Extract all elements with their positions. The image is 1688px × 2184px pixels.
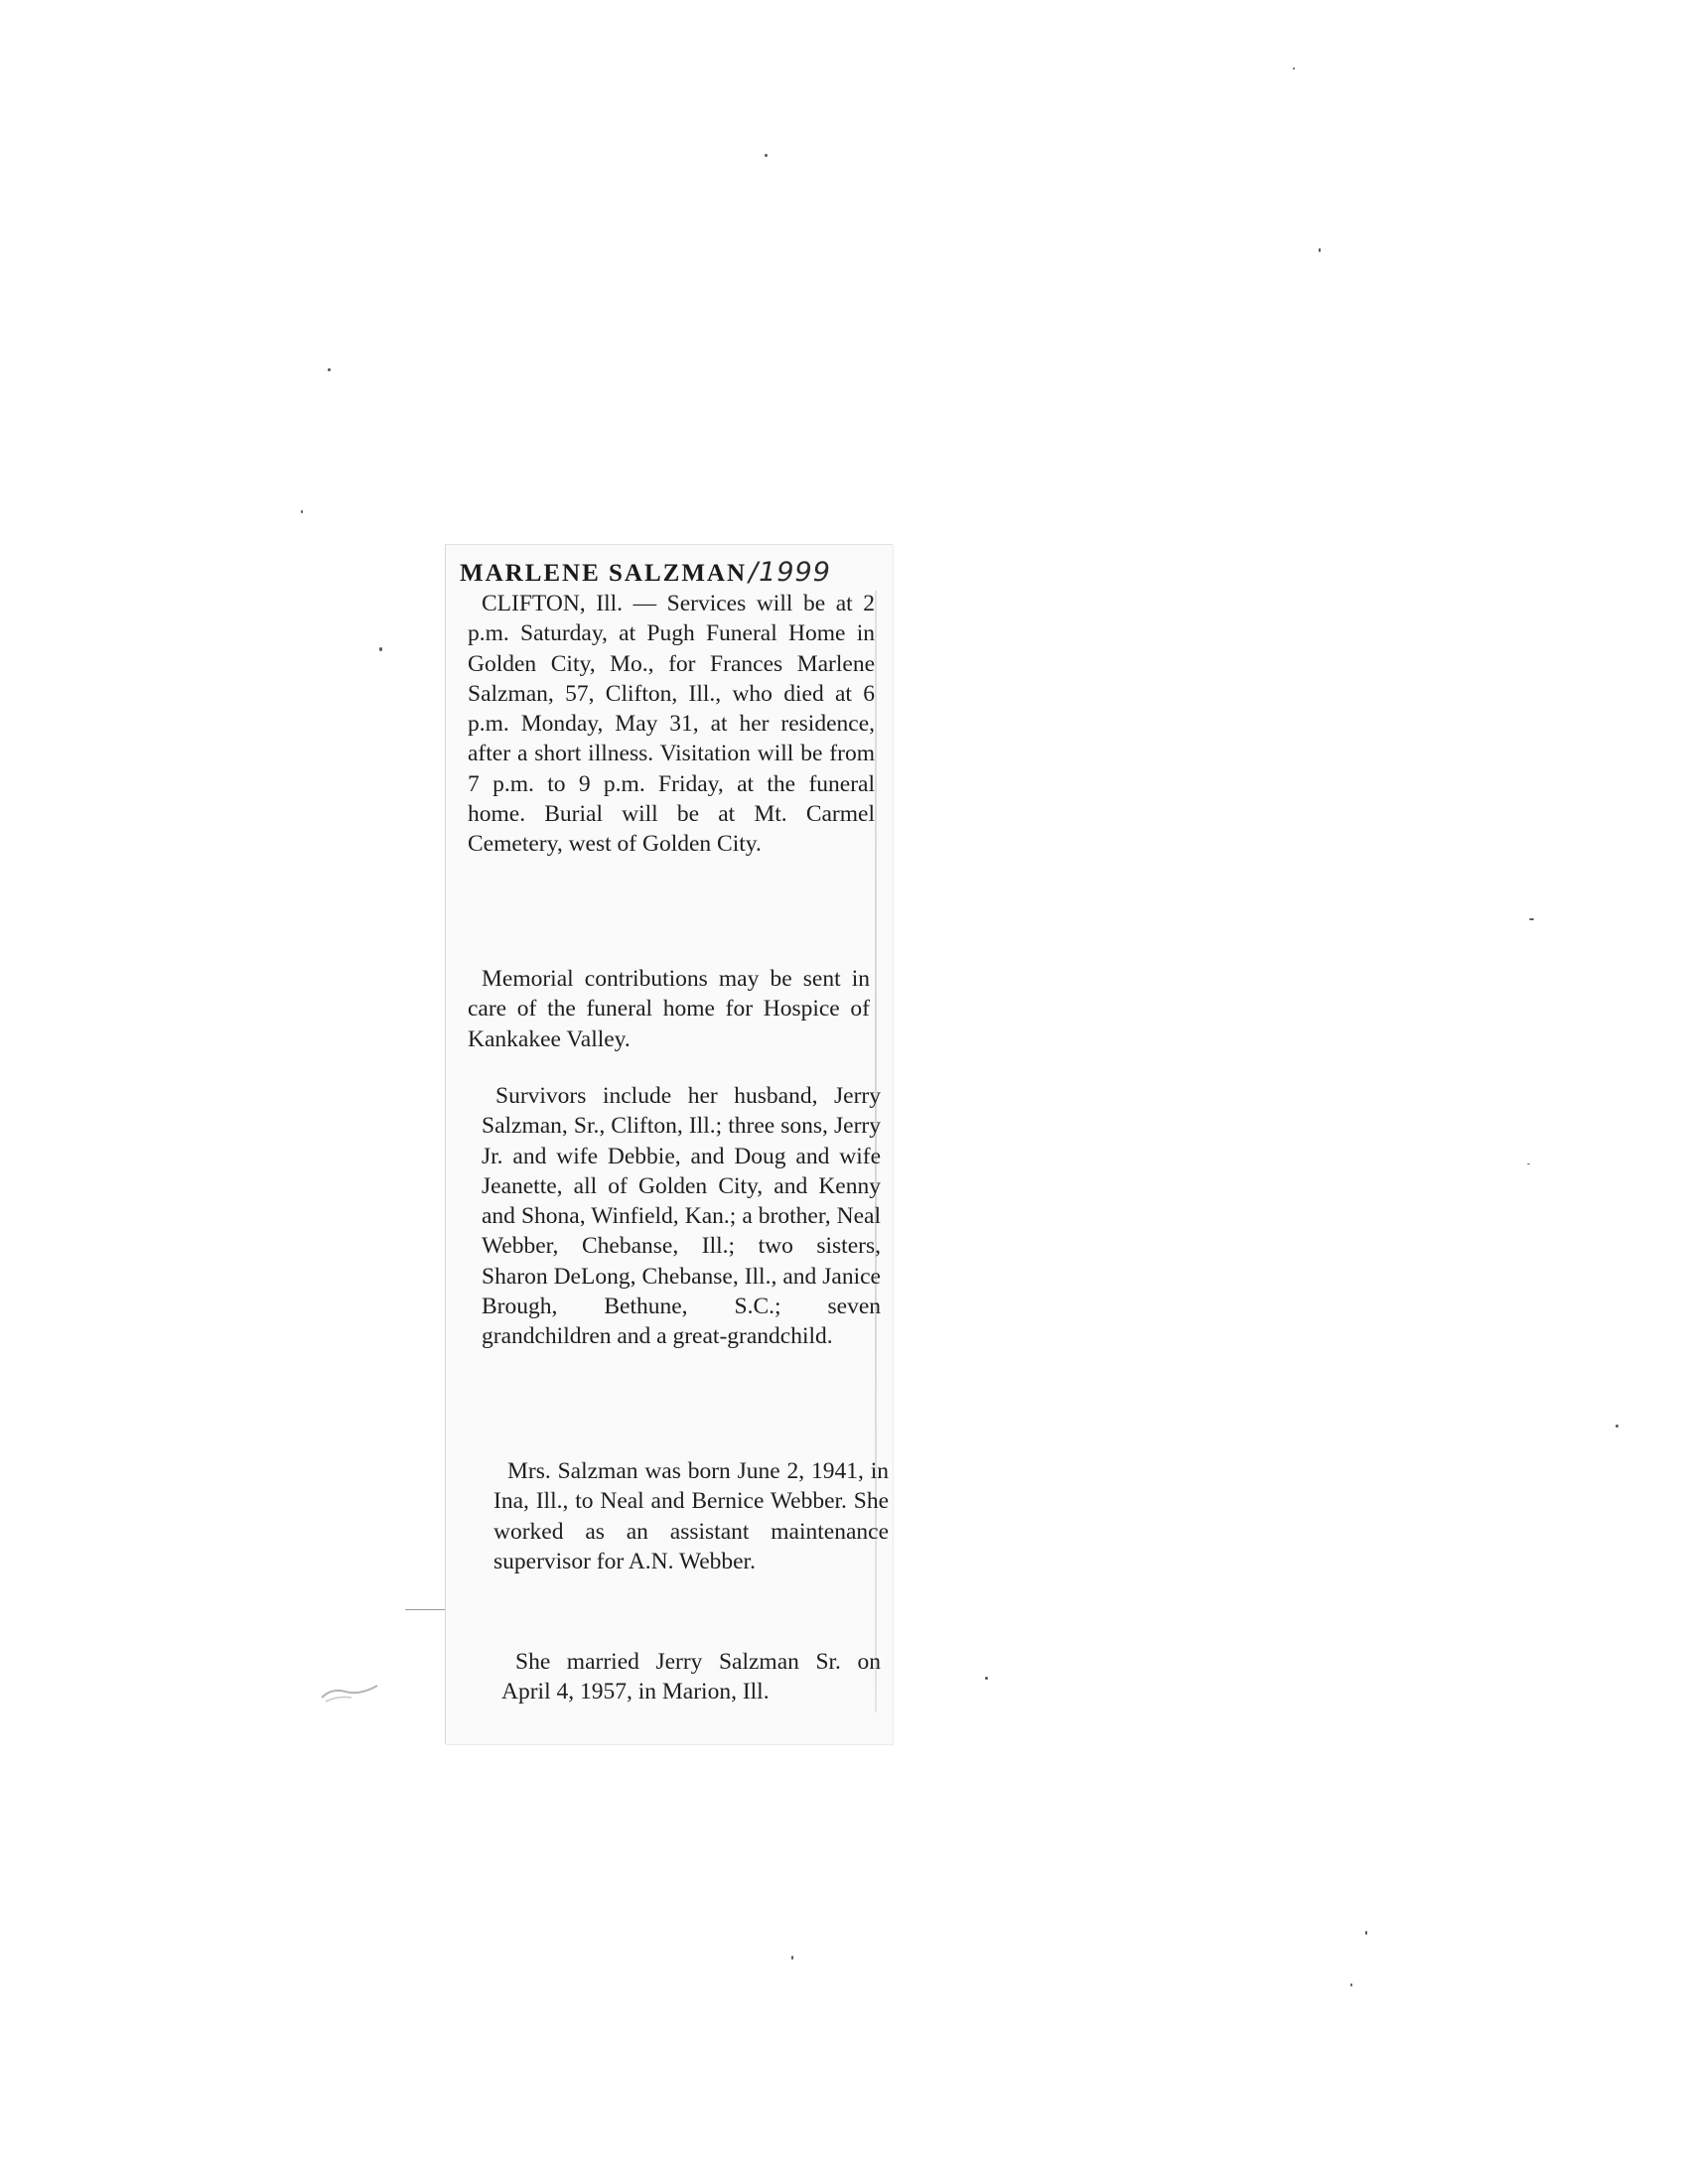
biography-paragraph: Mrs. Salzman was born June 2, 1941, in Ina, Ill., to Neal and Bernice Webber. She worked as an assistant maintenance supervisor for A.N. Webber. <box>493 1458 889 1574</box>
speck <box>1293 68 1295 69</box>
speck <box>1319 248 1321 252</box>
memorial-paragraph: Memorial contributions may be sent in care of the funeral home for Hospice of Kankakee Valley. <box>468 966 870 1052</box>
headline-name: MARLENE SALZMAN <box>460 560 748 587</box>
speck <box>985 1677 988 1680</box>
smudge-mark <box>318 1678 387 1706</box>
services-paragraph: CLIFTON, Ill. — Services will be at 2 p.m. Saturday, at Pugh Funeral Home in Golden City, Mo., for Frances Marlene Salzman, 57, Clifton, Ill., who died at 6 p.m. Monday, May 31, at her residence, after a short illness. Visitation will be from 7 p.m. to 9 p.m. Friday, at the funeral home. Burial will be at Mt. Carmel Cemetery, west of Golden City. <box>468 591 875 858</box>
speck <box>1365 1931 1367 1935</box>
speck <box>328 368 331 371</box>
speck <box>1350 1983 1352 1986</box>
speck <box>765 154 768 157</box>
marriage-paragraph: She married Jerry Salzman Sr. on April 4, 1957, in Marion, Ill. <box>501 1649 881 1706</box>
speck <box>1616 1425 1618 1428</box>
speck <box>1529 918 1534 920</box>
speck <box>301 510 303 513</box>
obituary-clipping <box>445 544 893 1744</box>
speck <box>379 647 382 651</box>
speck <box>1527 1163 1530 1164</box>
clipping-cut-line <box>405 1609 445 1610</box>
obituary-headline <box>460 557 887 588</box>
survivors-paragraph: Survivors include her husband, Jerry Salzman, Sr., Clifton, Ill.; three sons, Jerry Jr. and wife Debbie, and Doug and wife Jeanette, all of Golden City, and Kenny and Shona, Winfield, Kan.; a brother, Neal Webber, Chebanse, Ill.; two sisters, Sharon DeLong, Chebanse, Ill., and Janice Brough, Bethune, S.C.; seven grandchildren and a great-grandchild. <box>482 1083 881 1350</box>
handwritten-year: /1999 <box>749 557 831 588</box>
speck <box>791 1956 793 1960</box>
